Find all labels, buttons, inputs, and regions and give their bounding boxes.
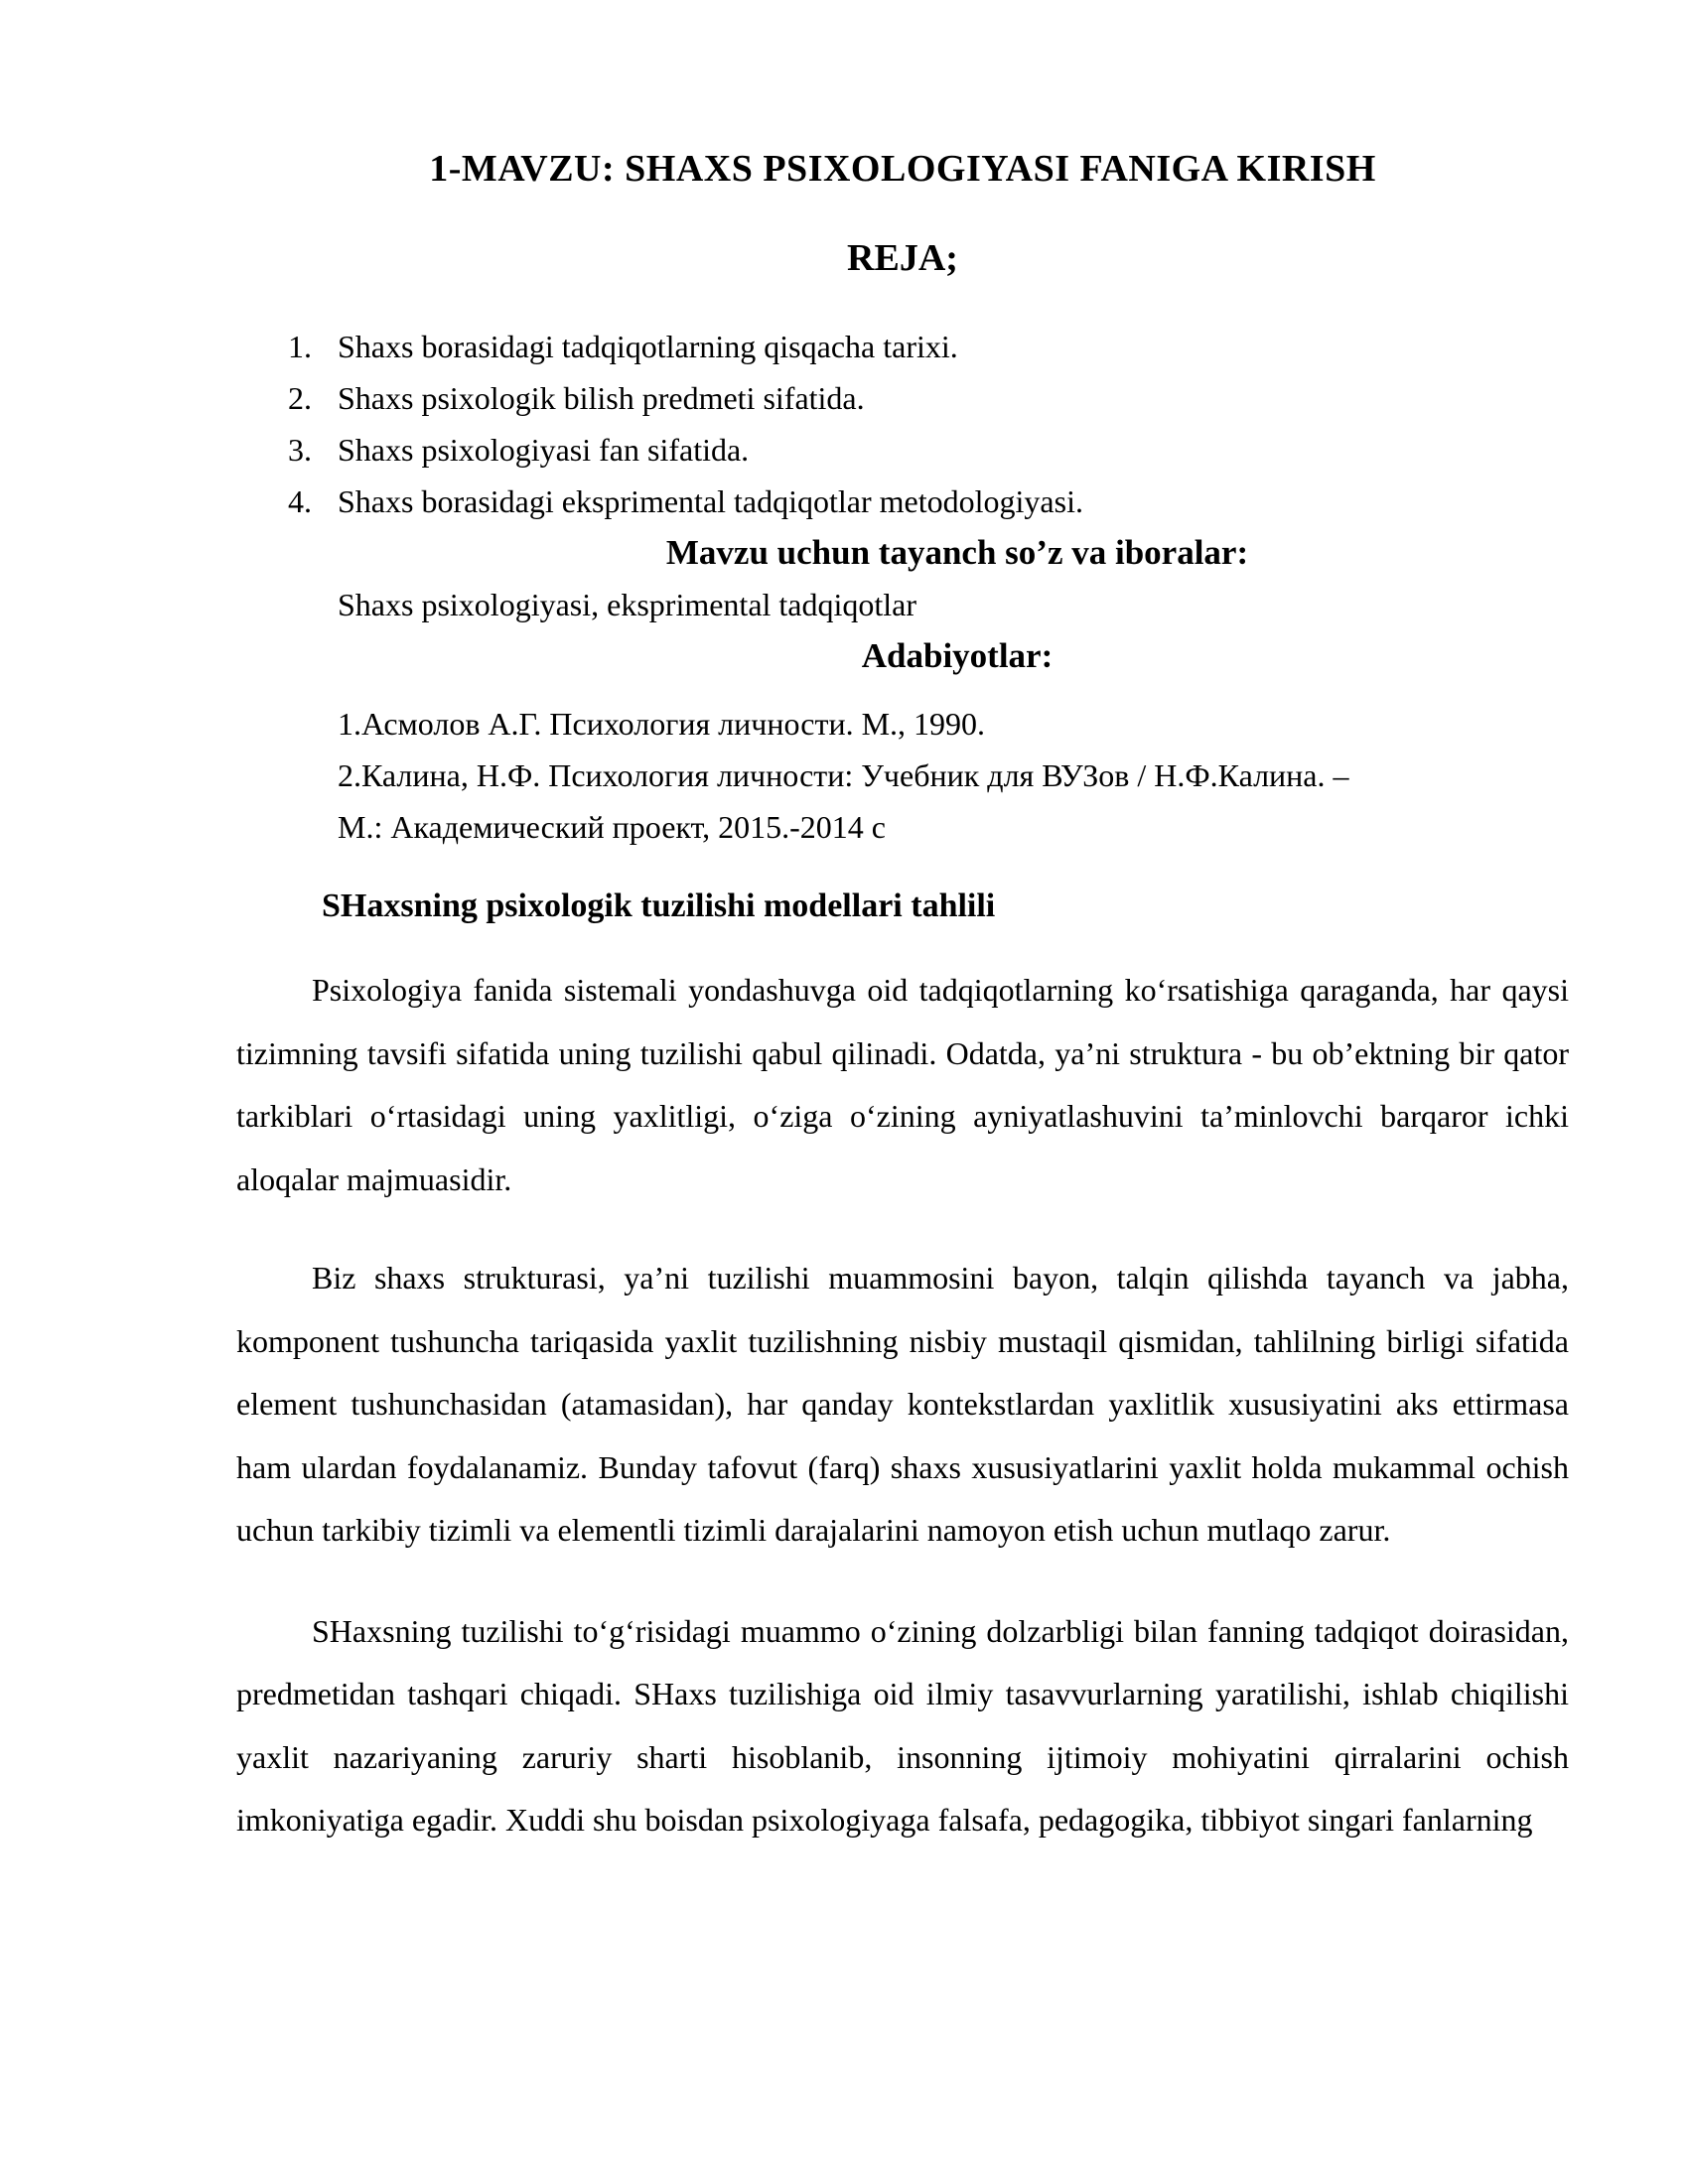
literature-list [236,698,1569,853]
plan-heading: REJA; [847,237,958,279]
document-title: 1-MAVZU: SHAXS PSIXOLOGIYASI FANIGA KIRISH [429,148,1376,190]
plan-item-number: 1. [288,329,312,364]
plan-item [236,321,1569,372]
plan-list [236,321,1569,527]
plan-item-text: Shaxs psixologiyasi fan sifatida. [338,432,750,468]
section-heading: SHaxsning psixologik tuzilishi modellari tahlili [322,887,996,924]
plan-item-number: 2. [288,380,312,416]
plan-item-text: Shaxs borasidagi tadqiqotlarning qisqacha tarixi. [338,329,958,364]
plan-item [236,372,1569,424]
plan-item-text: Shaxs psixologik bilish predmeti sifatida. [338,380,865,416]
literature-line: М.: Академический проект, 2015.-2014 с [338,809,886,845]
body-paragraph: Psixologiya fanida sistemali yondashuvga oid tadqiqotlarning ko‘rsatishiga qaraganda, har qaysi tizimning tavsifi sifatida uning tuzilishi qabul qilinadi. Odatda, ya’ni struktura - bu ob’ektning bir qator tarkiblari o‘rtasidagi uning yaxlitligi, o‘ziga o‘zining ayniyatlashuvini ta’minlovchi barqaror ichki aloqalar majmuasidir. [236,972,1569,1197]
body-paragraph: Biz shaxs strukturasi, ya’ni tuzilishi muammosini bayon, talqin qilishda tayanch va jabha, komponent tushuncha tariqasida yaxlit tuzilishning nisbiy mustaqil qismidan, tahlilning birligi sifatida element tushunchasidan (atamasidan), har qanday kontekstlardan yaxlitlik xususiyatini aks ettirmasa ham ulardan foydalanamiz. Bunday tafovut (farq) shaxs xususiyatlarini yaxlit holda mukammal ochish uchun tarkibiy tizimli va elementli tizimli darajalarini namoyon etish uchun mutlaqo zarur. [236,1260,1569,1548]
plan-item [236,424,1569,476]
keywords-text: Shaxs psixologiyasi, eksprimental tadqiqotlar [338,587,917,622]
literature-heading: Adabiyotlar: [861,636,1054,675]
plan-item-text: Shaxs borasidagi eksprimental tadqiqotlar metodologiyasi. [338,483,1083,519]
plan-item-number: 4. [288,483,312,519]
literature-line: 2.Калина, Н.Ф. Психология личности: Учебник для ВУЗов / Н.Ф.Калина. – [338,757,1349,793]
plan-item-number: 3. [288,432,312,468]
literature-line: 1.Асмолов А.Г. Психология личности. М., 1990. [338,706,986,742]
keywords-heading: Mavzu uchun tayanch so’z va iboralar: [665,533,1249,572]
body-paragraph: SHaxsning tuzilishi to‘g‘risidagi muammo o‘zining dolzarbligi bilan fanning tadqiqot doirasidan, predmetidan tashqari chiqadi. SHaxs tuzilishiga oid ilmiy tasavvurlarning yaratilishi, ishlab chiqilishi yaxlit nazariyaning zaruriy sharti hisoblanib, insonning ijtimoiy mohiyatini qirralarini ochish imkoniyatiga egadir. Xuddi shu boisdan psixologiyaga falsafa, pedagogika, tibbiyot singari fanlarning [236,1612,1569,1838]
plan-item [236,476,1569,527]
